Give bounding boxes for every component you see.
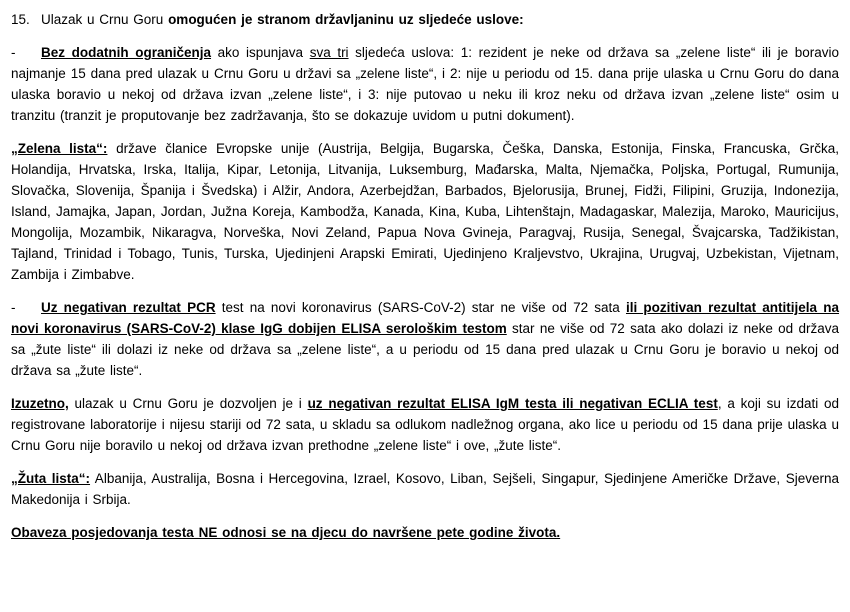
paragraph-yellow-list	[11, 468, 839, 510]
text-segment: Izuzetno,	[11, 396, 69, 411]
paragraph-condition-no-restrictions	[11, 42, 839, 126]
text-segment: „Zelena lista“:	[11, 141, 108, 156]
text-segment: države članice Evropske unije (Austrija, Belgija, Bugarska, Češka, Danska, Estonija, Finska, Francuska, Grčka, Holandija, Hrvatska, Irska, Italija, Kipar, Letonija, Litvanija, Luksemburg, Mađarska, Malta, Njemačka, Poljska, Portugal, Rumunija, Slovačka, Slovenija, Španija i Švedska) i Alžir, Andora, Azerbejdžan, Barbados, Bjelorusija, Brunej, Fidži, Filipini, Gruzija, Indonezija, Island, Jamajka, Japan, Jordan, Južna Koreja, Kambodža, Kanada, Kina, Kuba, Lihtenštajn, Madagaskar, Malezija, Maroko, Mauricijus, Mongolija, Mozambik, Nikaragva, Norveška, Novi Zeland, Papua Nova Gvineja, Paragvaj, Rusija, Senegal, Švajcarska, Tadžikistan, Tajland, Trinidad i Tobago, Tunis, Turska, Ujedinjeni Arapski Emirati, Ujedinjeno Kraljevstvo, Ukrajina, Urugvaj, Uzbekistan, Vijetnam, Zambija i Zimbabve.	[11, 141, 839, 282]
paragraph-marker: -	[11, 300, 16, 315]
paragraph-item-15-intro	[11, 9, 839, 30]
text-segment: ako ispunjava	[211, 45, 310, 60]
paragraph-marker: 15.	[11, 12, 30, 27]
paragraph-green-list	[11, 138, 839, 285]
text-segment: star ne više od 72 sata ako dolazi iz neke od država sa „žute liste“ ili dolazi iz neke od država sa „zelene liste“, a u periodu od 15 dana pred ulazak u Crnu Goru je boravio u nekoj od država sa „žute liste“.	[11, 321, 840, 378]
paragraph-exception-elisa-eclia	[11, 393, 839, 456]
text-segment: Ulazak u Crnu Goru	[41, 12, 169, 27]
text-segment: ulazak u Crnu Goru je dozvoljen je i	[68, 396, 308, 411]
paragraph-marker: -	[11, 45, 16, 60]
text-segment: Uz negativan rezultat PCR	[41, 300, 216, 315]
text-segment: sljedeća uslova: 1: rezident je neke od država sa „zelene liste“ ili je boravio najmanje 15 dana pred ulazak u Crnu Goru u državi sa „zelene liste“, i 2: nije u periodu od 15. dana prije ulaska u Crnu Goru do dana ulaska boravio u nekoj od država izvan „zelene liste“, i 3: nije putovao u neku ili kroz neku od država izvan „zelene liste“ osim u tranzitu (tranzit je proputovanje bez zadržavanja, što se dokazuje uvidom u putni dokument).	[11, 45, 839, 123]
text-segment: , a koji su izdati od registrovane laboratorije i nijesu stariji od 72 sata, u skladu sa odlukom nadležnog organa, ako lice u periodu od 15 dana prije ulaska u Crnu Goru nije boravilo u nekoj od država izvan prethodne „zelene liste“ i ove, „žute liste“.	[11, 396, 839, 453]
paragraph-children-test-exemption	[11, 522, 839, 543]
document-body	[11, 9, 839, 543]
text-segment: sva tri	[309, 45, 349, 60]
text-segment: Bez dodatnih ograničenja	[41, 45, 212, 60]
text-segment: test na novi koronavirus (SARS-CoV-2) star ne više od 72 sata	[215, 300, 626, 315]
text-segment: Albanija, Australija, Bosna i Hercegovina, Izrael, Kosovo, Liban, Sejšeli, Singapur, Sjedinjene Američke Države, Sjeverna Makedonija i Srbija.	[11, 471, 839, 507]
text-segment: uz negativan rezultat ELISA IgM testa ili negativan ECLIA test	[307, 396, 718, 411]
text-segment: „Žuta lista“:	[11, 471, 91, 486]
text-segment: Obaveza posjedovanja testa NE odnosi se na djecu do navršene pete godine života.	[11, 525, 561, 540]
text-segment: omogućen je stranom državljaninu uz sljedeće uslove:	[168, 12, 524, 27]
text-segment: ili pozitivan rezultat antitijela na novi koronavirus (SARS-CoV-2) klase IgG dobijen ELISA serološkim testom	[11, 300, 840, 336]
paragraph-condition-pcr-test	[11, 297, 839, 381]
